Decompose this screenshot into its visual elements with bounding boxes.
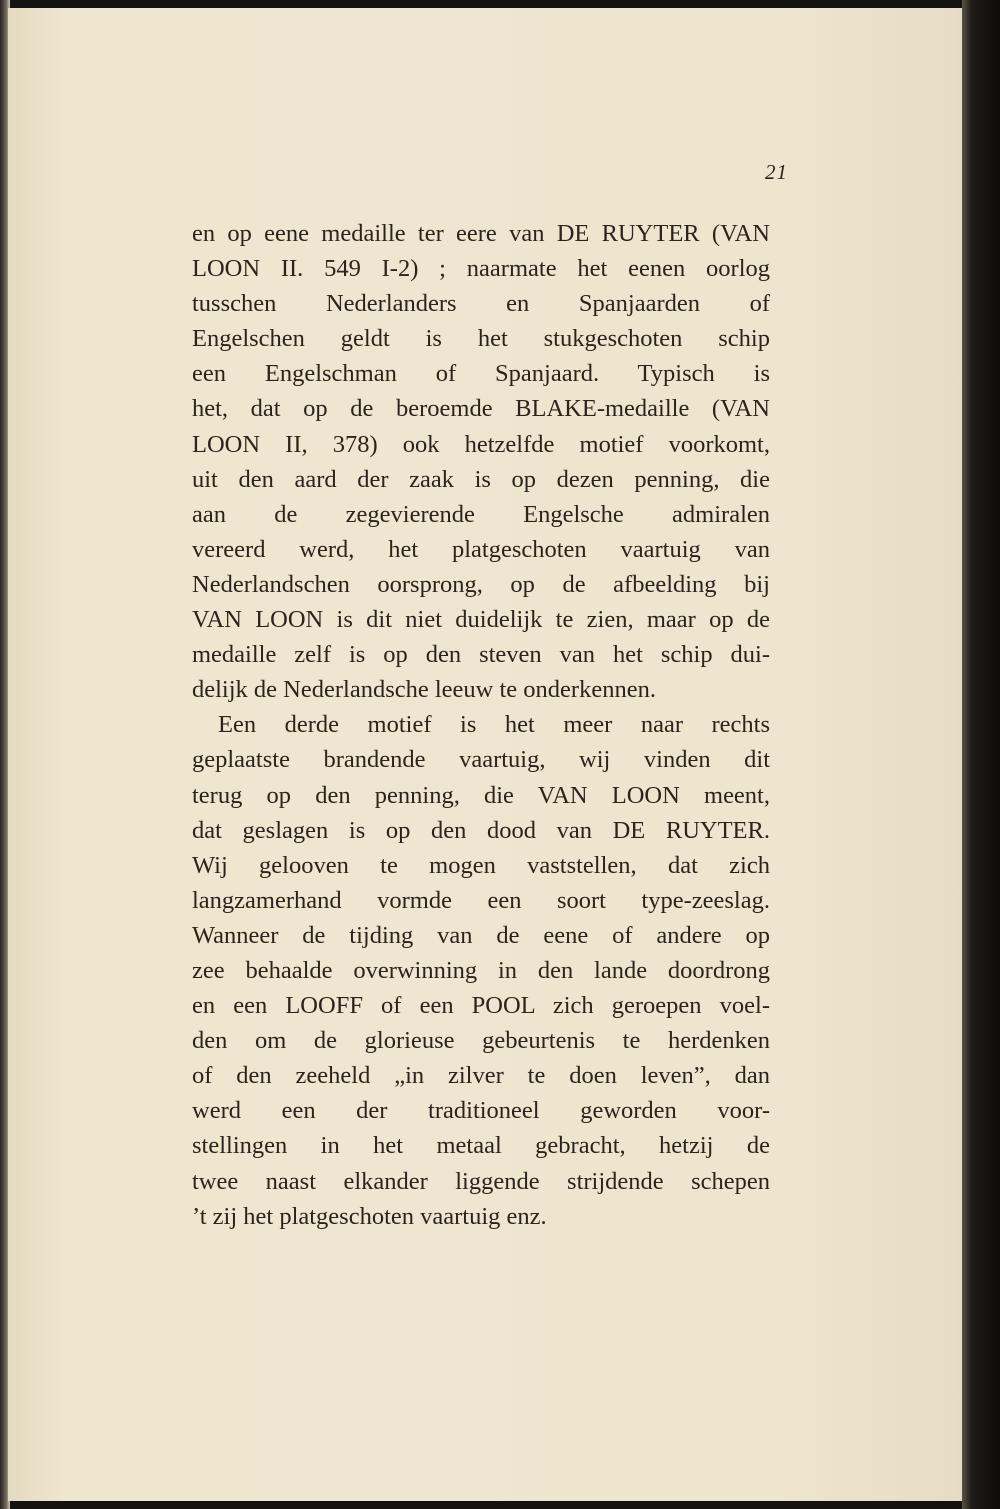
text-line: Wanneer de tijding van de eene of andere op [192,921,770,949]
text-line: den om de glorieuse gebeurtenis te herdenken [192,1027,770,1055]
text-line: en een LOOFF of een POOL zich geroepen voel- [192,992,770,1020]
text-line: VAN LOON is dit niet duidelijk te zien, maar op de [192,606,770,634]
text-line: geplaatste brandende vaartuig, wij vinden dit [192,746,770,774]
text-line: Engelschen geldt is het stukgeschoten schip [192,325,770,353]
text-line: LOON II, 378) ook hetzelfde motief voorkomt, [192,430,770,458]
text-line: twee naast elkander liggende strijdende schepen [192,1167,770,1195]
text-line: zee behaalde overwinning in den lande doordrong [192,956,770,984]
page-number: 21 [765,160,788,184]
text-line: uit den aard der zaak is op dezen penning, die [192,465,770,493]
text-line: het, dat op de beroemde BLAKE-medaille (VAN [192,395,770,423]
text-line: ’t zij het platgeschoten vaartuig enz. [192,1202,547,1230]
text-line: of den zeeheld „in zilver te doen leven”, dan [192,1062,770,1090]
text-line: stellingen in het metaal gebracht, hetzij de [192,1132,770,1160]
text-line: Wij gelooven te mogen vaststellen, dat zich [192,851,770,879]
text-line: medaille zelf is op den steven van het schip dui- [192,641,770,669]
text-line: werd een der traditioneel geworden voor- [192,1097,770,1125]
text-line: terug op den penning, die VAN LOON meent, [192,781,770,809]
text-line: vereerd werd, het platgeschoten vaartuig van [192,535,770,563]
text-line: tusschen Nederlanders en Spanjaarden of [192,290,770,318]
text-line: langzamerhand vormde een soort type-zeeslag. [192,886,770,914]
text-line: delijk de Nederlandsche leeuw te onderkennen. [192,676,656,704]
body-text [192,216,770,1234]
text-line: een Engelschman of Spanjaard. Typisch is [192,360,770,388]
text-line: Nederlandschen oorsprong, op de afbeelding bij [192,570,770,598]
text-line: LOON II. 549 I-2) ; naarmate het eenen oorlog [192,255,770,283]
text-line: dat geslagen is op den dood van DE RUYTER. [192,816,770,844]
text-line: Een derde motief is het meer naar rechts [218,711,770,739]
text-line: aan de zegevierende Engelsche admiralen [192,500,770,528]
book-spine-edge [962,0,1000,1509]
text-line: en op eene medaille ter eere van DE RUYTER (VAN [192,220,770,247]
